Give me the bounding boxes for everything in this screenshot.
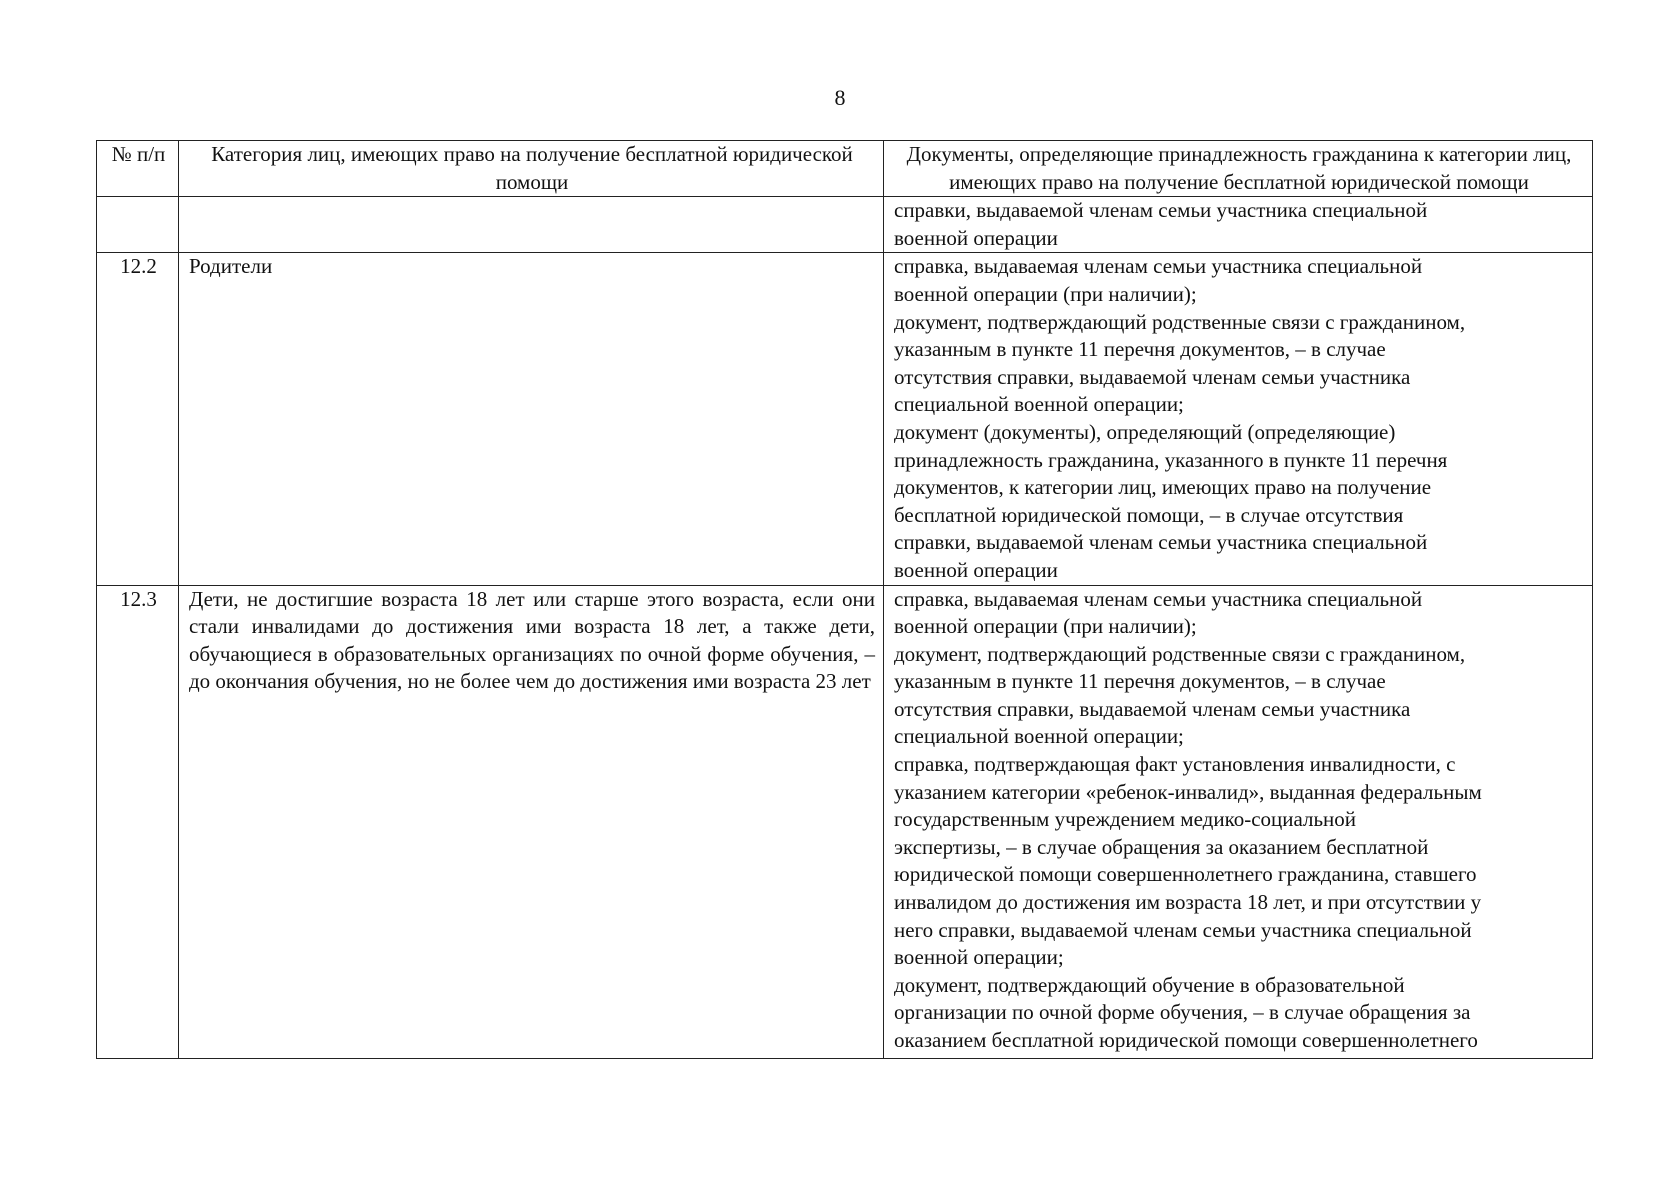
- row-documents-cell: [884, 253, 1593, 585]
- row-number-cell: [97, 197, 179, 253]
- document-line: документ (документы), определяющий (определяющие): [894, 419, 1396, 444]
- row-number-cell: 12.2: [97, 253, 179, 585]
- document-line: указанным в пункте 11 перечня документов, – в случае: [894, 669, 1386, 694]
- document-line: государственным учреждением медико-социальной: [894, 807, 1357, 832]
- document-line: военной операции (при наличии);: [894, 281, 1197, 306]
- row-number-cell: 12.3: [97, 585, 179, 1058]
- document-line: документ, подтверждающий родственные связи с гражданином,: [894, 641, 1466, 666]
- row-category-cell: [179, 197, 884, 253]
- document-line: отсутствия справки, выдаваемой членам семьи участника: [894, 364, 1411, 389]
- table-header-row: [97, 141, 1593, 197]
- document-line: оказанием бесплатной юридической помощи совершеннолетнего: [894, 1028, 1478, 1052]
- document-line: военной операции;: [894, 945, 1064, 970]
- document-line: принадлежность гражданина, указанного в пункте 11 перечня: [894, 447, 1448, 472]
- document-line: отсутствия справки, выдаваемой членам семьи участника: [894, 696, 1411, 721]
- legal-aid-documents-table: [96, 140, 1593, 1059]
- document-line: военной операции: [894, 225, 1058, 250]
- row-documents-cell: [884, 197, 1593, 253]
- row-category-cell: Дети, не достигшие возраста 18 лет или старше этого возраста, если они стали инвалидами до достижения ими возраста 18 лет, а также дети, обучающиеся в образовательных организациях по очной форме обучения, – до окончания обучения, но не более чем до достижения ими возраста 23 лет: [179, 585, 884, 1058]
- document-line: документ, подтверждающий обучение в образовательной: [894, 972, 1405, 997]
- document-line: справка, выдаваемая членам семьи участника специальной: [894, 254, 1423, 279]
- document-line: инвалидом до достижения им возраста 18 лет, и при отсутствии у: [894, 890, 1482, 915]
- row-category-cell: Родители: [179, 253, 884, 585]
- document-line: юридической помощи совершеннолетнего гражданина, ставшего: [894, 862, 1477, 887]
- header-documents: Документы, определяющие принадлежность гражданина к категории лиц, имеющих право на получение бесплатной юридической помощи: [884, 141, 1593, 197]
- document-line: справки, выдаваемой членам семьи участника специальной: [894, 198, 1428, 223]
- document-line: организации по очной форме обучения, – в случае обращения за: [894, 1000, 1471, 1025]
- page-number: 8: [834, 85, 846, 110]
- document-line: военной операции (при наличии);: [894, 614, 1197, 639]
- document-line: специальной военной операции;: [894, 724, 1184, 749]
- document-line: военной операции: [894, 557, 1058, 582]
- document-line: него справки, выдаваемой членам семьи участника специальной: [894, 917, 1472, 942]
- document-line: справка, выдаваемая членам семьи участника специальной: [894, 586, 1423, 611]
- table-row-12-2: [97, 253, 1593, 585]
- document-line: указанным в пункте 11 перечня документов, – в случае: [894, 337, 1386, 362]
- document-line: справки, выдаваемой членам семьи участника специальной: [894, 530, 1428, 555]
- document-line: указанием категории «ребенок-инвалид», выданная федеральным: [894, 779, 1482, 804]
- header-category: Категория лиц, имеющих право на получение бесплатной юридической помощи: [179, 141, 884, 197]
- table-row-continuation: [97, 197, 1593, 253]
- document-line: специальной военной операции;: [894, 392, 1184, 417]
- header-number: № п/п: [97, 141, 179, 197]
- document-line: документ, подтверждающий родственные связи с гражданином,: [894, 309, 1466, 334]
- document-line: экспертизы, – в случае обращения за оказанием бесплатной: [894, 834, 1429, 859]
- table-row-12-3: [97, 585, 1593, 1058]
- document-line: бесплатной юридической помощи, – в случае отсутствия: [894, 502, 1404, 527]
- document-line: справка, подтверждающая факт установления инвалидности, с: [894, 752, 1456, 777]
- row-documents-cell: [884, 585, 1593, 1058]
- document-line: документов, к категории лиц, имеющих право на получение: [894, 475, 1432, 500]
